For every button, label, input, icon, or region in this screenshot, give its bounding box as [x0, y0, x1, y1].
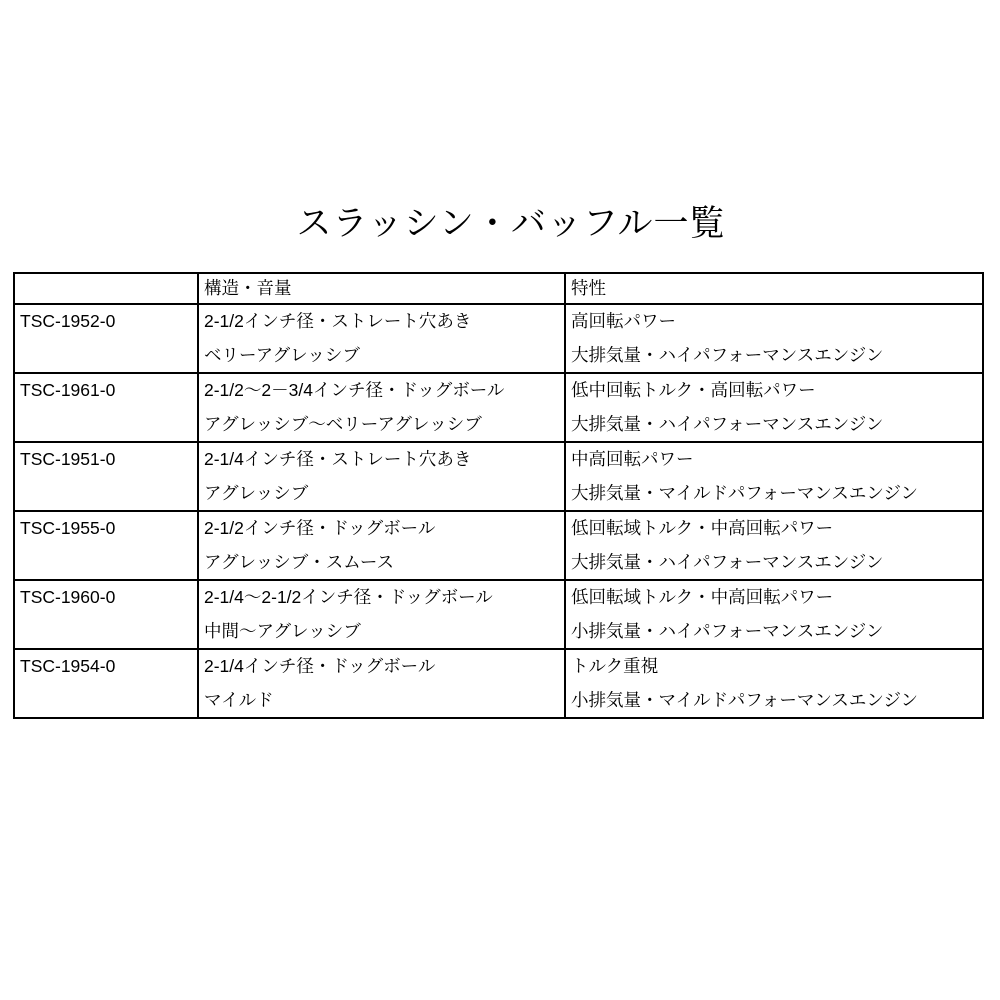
structure-line-1: 2-1/2～2－3/4インチ径・ドッグボール [204, 380, 505, 400]
features-line-1: 高回転パワー [571, 311, 676, 331]
structure-line-2: アグレッシブ～ベリーアグレッシブ [204, 413, 482, 434]
features-cell [565, 373, 983, 442]
table-body [14, 304, 983, 718]
structure-line-1: 2-1/4インチ径・ストレート穴あき [204, 449, 472, 469]
product-code-cell: TSC-1954-0 [14, 649, 198, 718]
page-title: スラッシン・バッフル一覧 [296, 204, 726, 243]
features-cell [565, 442, 983, 511]
header-cell-structure: 構造・音量 [198, 273, 565, 304]
product-code-cell: TSC-1961-0 [14, 373, 198, 442]
structure-line-1: 2-1/2インチ径・ドッグボール [204, 518, 436, 538]
product-code-cell: TSC-1951-0 [14, 442, 198, 511]
features-line-1: 低回転域トルク・中高回転パワー [571, 518, 834, 538]
structure-volume-cell [198, 304, 565, 373]
features-line-2: 大排気量・ハイパフォーマンスエンジン [571, 551, 884, 572]
table-row [14, 373, 983, 442]
header-cell-features: 特性 [565, 273, 983, 304]
features-cell [565, 580, 983, 649]
header-cell-code [14, 273, 198, 304]
product-code-cell: TSC-1955-0 [14, 511, 198, 580]
features-line-1: 中高回転パワー [571, 449, 694, 469]
structure-line-2: 中間～アグレッシブ [204, 620, 361, 641]
table-row [14, 511, 983, 580]
features-cell [565, 511, 983, 580]
structure-volume-cell [198, 580, 565, 649]
features-line-1: 低中回転トルク・高回転パワー [571, 380, 816, 400]
structure-volume-cell [198, 511, 565, 580]
table-header-row [14, 273, 983, 304]
features-line-2: 大排気量・ハイパフォーマンスエンジン [571, 413, 884, 434]
features-cell [565, 304, 983, 373]
structure-line-2: ベリーアグレッシブ [204, 344, 360, 365]
table-row [14, 442, 983, 511]
features-line-2: 大排気量・ハイパフォーマンスエンジン [571, 344, 884, 365]
features-line-2: 小排気量・ハイパフォーマンスエンジン [571, 620, 884, 641]
structure-line-2: マイルド [204, 689, 274, 710]
structure-volume-cell [198, 649, 565, 718]
features-line-1: 低回転域トルク・中高回転パワー [571, 587, 834, 607]
structure-volume-cell [198, 373, 565, 442]
structure-line-1: 2-1/2インチ径・ストレート穴あき [204, 311, 472, 331]
structure-volume-cell [198, 442, 565, 511]
table-row [14, 649, 983, 718]
structure-line-1: 2-1/4インチ径・ドッグボール [204, 656, 436, 676]
features-cell [565, 649, 983, 718]
structure-line-1: 2-1/4～2-1/2インチ径・ドッグボール [204, 587, 493, 607]
features-line-1: トルク重視 [571, 656, 659, 676]
features-line-2: 大排気量・マイルドパフォーマンスエンジン [571, 482, 919, 503]
product-code-cell: TSC-1952-0 [14, 304, 198, 373]
table-row [14, 580, 983, 649]
table-row [14, 304, 983, 373]
baffle-spec-table [13, 272, 984, 719]
structure-line-2: アグレッシブ・スムース [204, 551, 395, 572]
product-code-cell: TSC-1960-0 [14, 580, 198, 649]
structure-line-2: アグレッシブ [204, 482, 309, 503]
features-line-2: 小排気量・マイルドパフォーマンスエンジン [571, 689, 919, 710]
